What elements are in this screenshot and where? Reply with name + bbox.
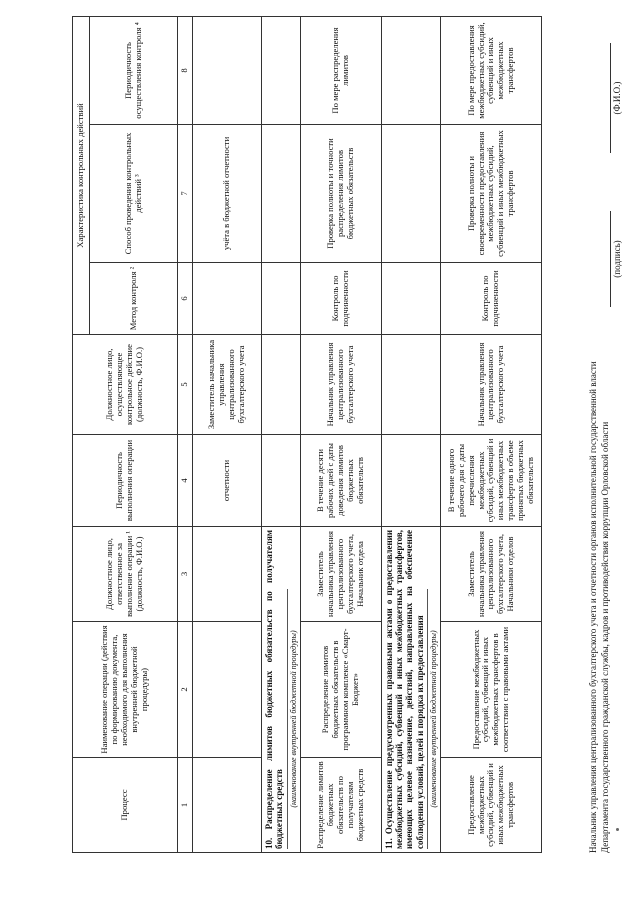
section-11-title: 11. Осуществление предусмотренных правовыми актами о предоставлении межбюджетных субсидий, субвенций и иных межбюджетных трансфертов, имеющих целевое назначение, действий, направленных на обеспечение соблюдения условий, целей и порядка их предоставления xyxy=(383,530,425,849)
column-number: 7 xyxy=(178,125,193,263)
table-row-continued xyxy=(192,17,261,853)
column-number: 2 xyxy=(178,622,193,758)
cell-way: Проверка полноты и своевременности предоставления межбюджетных субсидий, субвенций и иных межбюджетных трансфертов xyxy=(441,125,542,263)
cell-responsible xyxy=(192,527,261,622)
cell-operation xyxy=(192,622,261,758)
header-control-periodicity: Периодичность осуществления контроля ⁴ xyxy=(90,17,178,125)
footer-signatory-line-2: Департамента государственного гражданской службы, кадров и противодействия коррупции Орловской области xyxy=(600,421,610,853)
cell-method: Контроль по подчиненности xyxy=(441,263,542,335)
column-number: 4 xyxy=(178,435,193,527)
cell-controller: Начальник управления централизованного бухгалтерского учета xyxy=(300,335,381,435)
section-10-cell xyxy=(261,527,300,853)
cell-control-periodicity: По мере предоставления межбюджетных субсидий, субвенций и иных межбюджетных трансфертов xyxy=(441,17,542,125)
cell-periodicity: В течение десяти рабочих дней с даты доведения лимитов бюджетных обязательств xyxy=(300,435,381,527)
section-10-row xyxy=(261,17,300,853)
column-number: 6 xyxy=(178,263,193,335)
table-header-row xyxy=(73,17,90,853)
column-numbers-row xyxy=(178,17,193,853)
column-number: 1 xyxy=(178,758,193,853)
header-operation-name: Наименование операции (действия по формированию документа, необходимого для выполнения внутренней бюджетной процедуры) xyxy=(73,622,178,758)
header-characteristics: Характеристика контрольных действий xyxy=(73,17,90,335)
header-responsible: Должностное лицо, ответственное за выполнение операции ¹ (должность, Ф.И.О.) xyxy=(73,527,178,622)
header-way: Способ проведения контрольных действий ³ xyxy=(90,125,178,263)
table-row-11 xyxy=(441,17,542,853)
column-number: 8 xyxy=(178,17,193,125)
header-process: Процесс xyxy=(73,758,178,853)
cell-periodicity: В течение одного рабочего дня с даты перечисления межбюджетных субсидий, субвенций и иных межбюджетных трансфертов в объеме принятых бюджетных обязательств xyxy=(441,435,542,527)
section-11-row xyxy=(381,17,441,853)
section-11-empty xyxy=(381,17,441,125)
cell-process xyxy=(192,758,261,853)
header-controller: Должностное лицо, осуществляющее контрольное действие (должность, Ф.И.О.) xyxy=(73,335,178,435)
section-10-empty xyxy=(261,263,300,335)
cell-way: учёта в бюджетной отчетности xyxy=(192,125,261,263)
section-10-empty xyxy=(261,125,300,263)
column-number: 5 xyxy=(178,335,193,435)
section-10-empty xyxy=(261,435,300,527)
section-11-empty xyxy=(381,125,441,263)
section-11-empty xyxy=(381,335,441,435)
section-11-cell xyxy=(381,527,441,853)
header-method: Метод контроля ² xyxy=(90,263,178,335)
cell-control-periodicity: По мере распределения лимитов xyxy=(300,17,381,125)
cell-responsible: Заместитель начальника управления централизованного бухгалтерского учета, Начальники отделов xyxy=(441,527,542,622)
cell-control-periodicity xyxy=(192,17,261,125)
signature-label: (подпись) xyxy=(610,211,622,307)
cell-controller: Начальник управления централизованного бухгалтерского учета xyxy=(441,335,542,435)
header-periodicity: Периодичность выполнения операции xyxy=(73,435,178,527)
section-11-empty xyxy=(381,263,441,335)
section-10-subtitle: (наименование внутренней бюджетной процедуры) xyxy=(287,589,298,849)
cell-periodicity: отчетности xyxy=(192,435,261,527)
cell-controller: Заместитель начальника управления централизованного бухгалтерского учета xyxy=(192,335,261,435)
name-label: (Ф.И.О.) xyxy=(610,43,622,153)
cell-method: Контроль по подчиненности xyxy=(300,263,381,335)
cell-operation: Предоставление межбюджетных субсидий, субвенций и иных межбюджетных трансфертов в соответствии с правовыми актами xyxy=(441,622,542,758)
section-11-empty xyxy=(381,435,441,527)
footer-signatory-line-1: Начальник управления централизованного бухгалтерского учета и отчетности органов исполнительной государственной власти xyxy=(588,361,598,853)
section-10-empty xyxy=(261,17,300,125)
cell-method xyxy=(192,263,261,335)
cell-process: Распределение лимитов бюджетных обязательств по получателям бюджетных средств xyxy=(300,758,381,853)
column-number: 3 xyxy=(178,527,193,622)
section-11-subtitle: (наименование внутренней бюджетной процедуры) xyxy=(427,589,438,849)
cell-responsible: Заместитель начальника управления централизованного бухгалтерского учета, Начальник отдела xyxy=(300,527,381,622)
section-10-title: 10. Распределение лимитов бюджетных обязательств по получателям бюджетных средств xyxy=(263,530,285,849)
cell-operation: Распределение лимитов бюджетных обязательств в программном комплексе «Смарт-Бюджет» xyxy=(300,622,381,758)
section-10-empty xyxy=(261,335,300,435)
cell-way: Проверка полноты и точности распределения лимитов бюджетных обязательств xyxy=(300,125,381,263)
cell-process: Предоставление межбюджетных субсидий, субвенций и иных межбюджетных трансфертов xyxy=(441,758,542,853)
scan-speck xyxy=(616,828,619,831)
internal-control-table xyxy=(72,16,542,853)
table-row-10 xyxy=(300,17,381,853)
